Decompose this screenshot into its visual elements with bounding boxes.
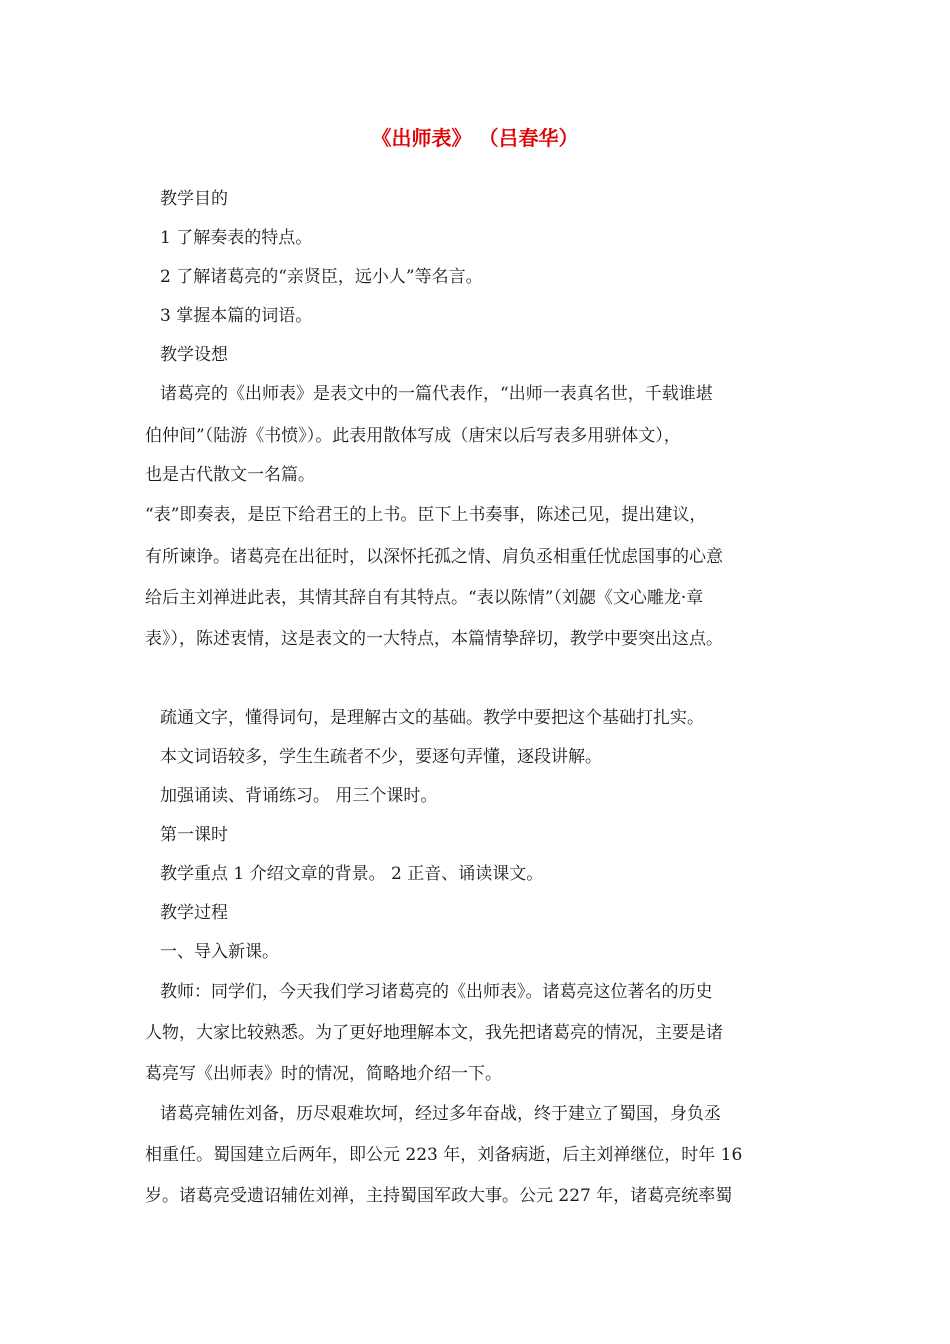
goal-item-1: 1 了解奏表的特点。 [160,228,313,248]
heading-first-lesson: 第一课时 [160,825,228,845]
heading-teaching-process: 教学过程 [160,903,228,923]
paragraph-line: 本文词语较多，学生生疏者不少，要逐句弄懂，逐段讲解。 [160,747,602,767]
paragraph-line: 表》），陈述衷情，这是表文的一大特点，本篇情挚辞切，教学中要突出这点。 [145,629,723,649]
teaching-focus: 教学重点 1 介绍文章的背景。 2 正音、诵读课文。 [160,864,544,884]
document-title: 《出师表》 （吕春华） [371,126,579,150]
paragraph-line: 岁。诸葛亮受遗诏辅佐刘禅，主持蜀国军政大事。公元 227 年，诸葛亮统率蜀 [145,1186,733,1206]
paragraph-line: 加强诵读、背诵练习。 用三个课时。 [160,786,438,806]
heading-teaching-plan: 教学设想 [160,345,228,365]
paragraph-line: 有所谏诤。诸葛亮在出征时，以深怀托孤之情、肩负丞相重任忧虑国事的心意 [145,547,723,567]
paragraph-line: 教师：同学们，今天我们学习诸葛亮的《出师表》。诸葛亮这位著名的历史 [160,982,713,1002]
paragraph-line: 伯仲间”（陆游《书愤》）。此表用散体写成（唐宋以后写表多用骈体文）， [145,426,681,446]
paragraph-line: 人物，大家比较熟悉。为了更好地理解本文，我先把诸葛亮的情况，主要是诸 [145,1023,723,1043]
paragraph-line: 也是古代散文一名篇。 [145,465,315,485]
paragraph-line: 葛亮写《出师表》时的情况，简略地介绍一下。 [145,1064,502,1084]
heading-teaching-goals: 教学目的 [160,189,228,209]
paragraph-line: 诸葛亮的《出师表》是表文中的一篇代表作，“出师一表真名世，千载谁堪 [160,384,713,404]
goal-item-2: 2 了解诸葛亮的“亲贤臣，远小人”等名言。 [160,267,483,287]
paragraph-line: 疏通文字，懂得词句，是理解古文的基础。教学中要把这个基础打扎实。 [160,708,704,728]
goal-item-3: 3 掌握本篇的词语。 [160,306,313,326]
paragraph-line: 诸葛亮辅佐刘备，历尽艰难坎坷，经过多年奋战，终于建立了蜀国，身负丞 [160,1104,721,1124]
step-introduce: 一、导入新课。 [160,942,279,962]
paragraph-line: 给后主刘禅进此表，其情其辞自有其特点。“表以陈情”（刘勰《文心雕龙·章 [145,588,704,608]
paragraph-line: 相重任。蜀国建立后两年，即公元 223 年，刘备病逝，后主刘禅继位，时年 16 [145,1145,743,1165]
paragraph-line: “表”即奏表，是臣下给君王的上书。臣下上书奏事，陈述己见，提出建议， [145,505,707,525]
